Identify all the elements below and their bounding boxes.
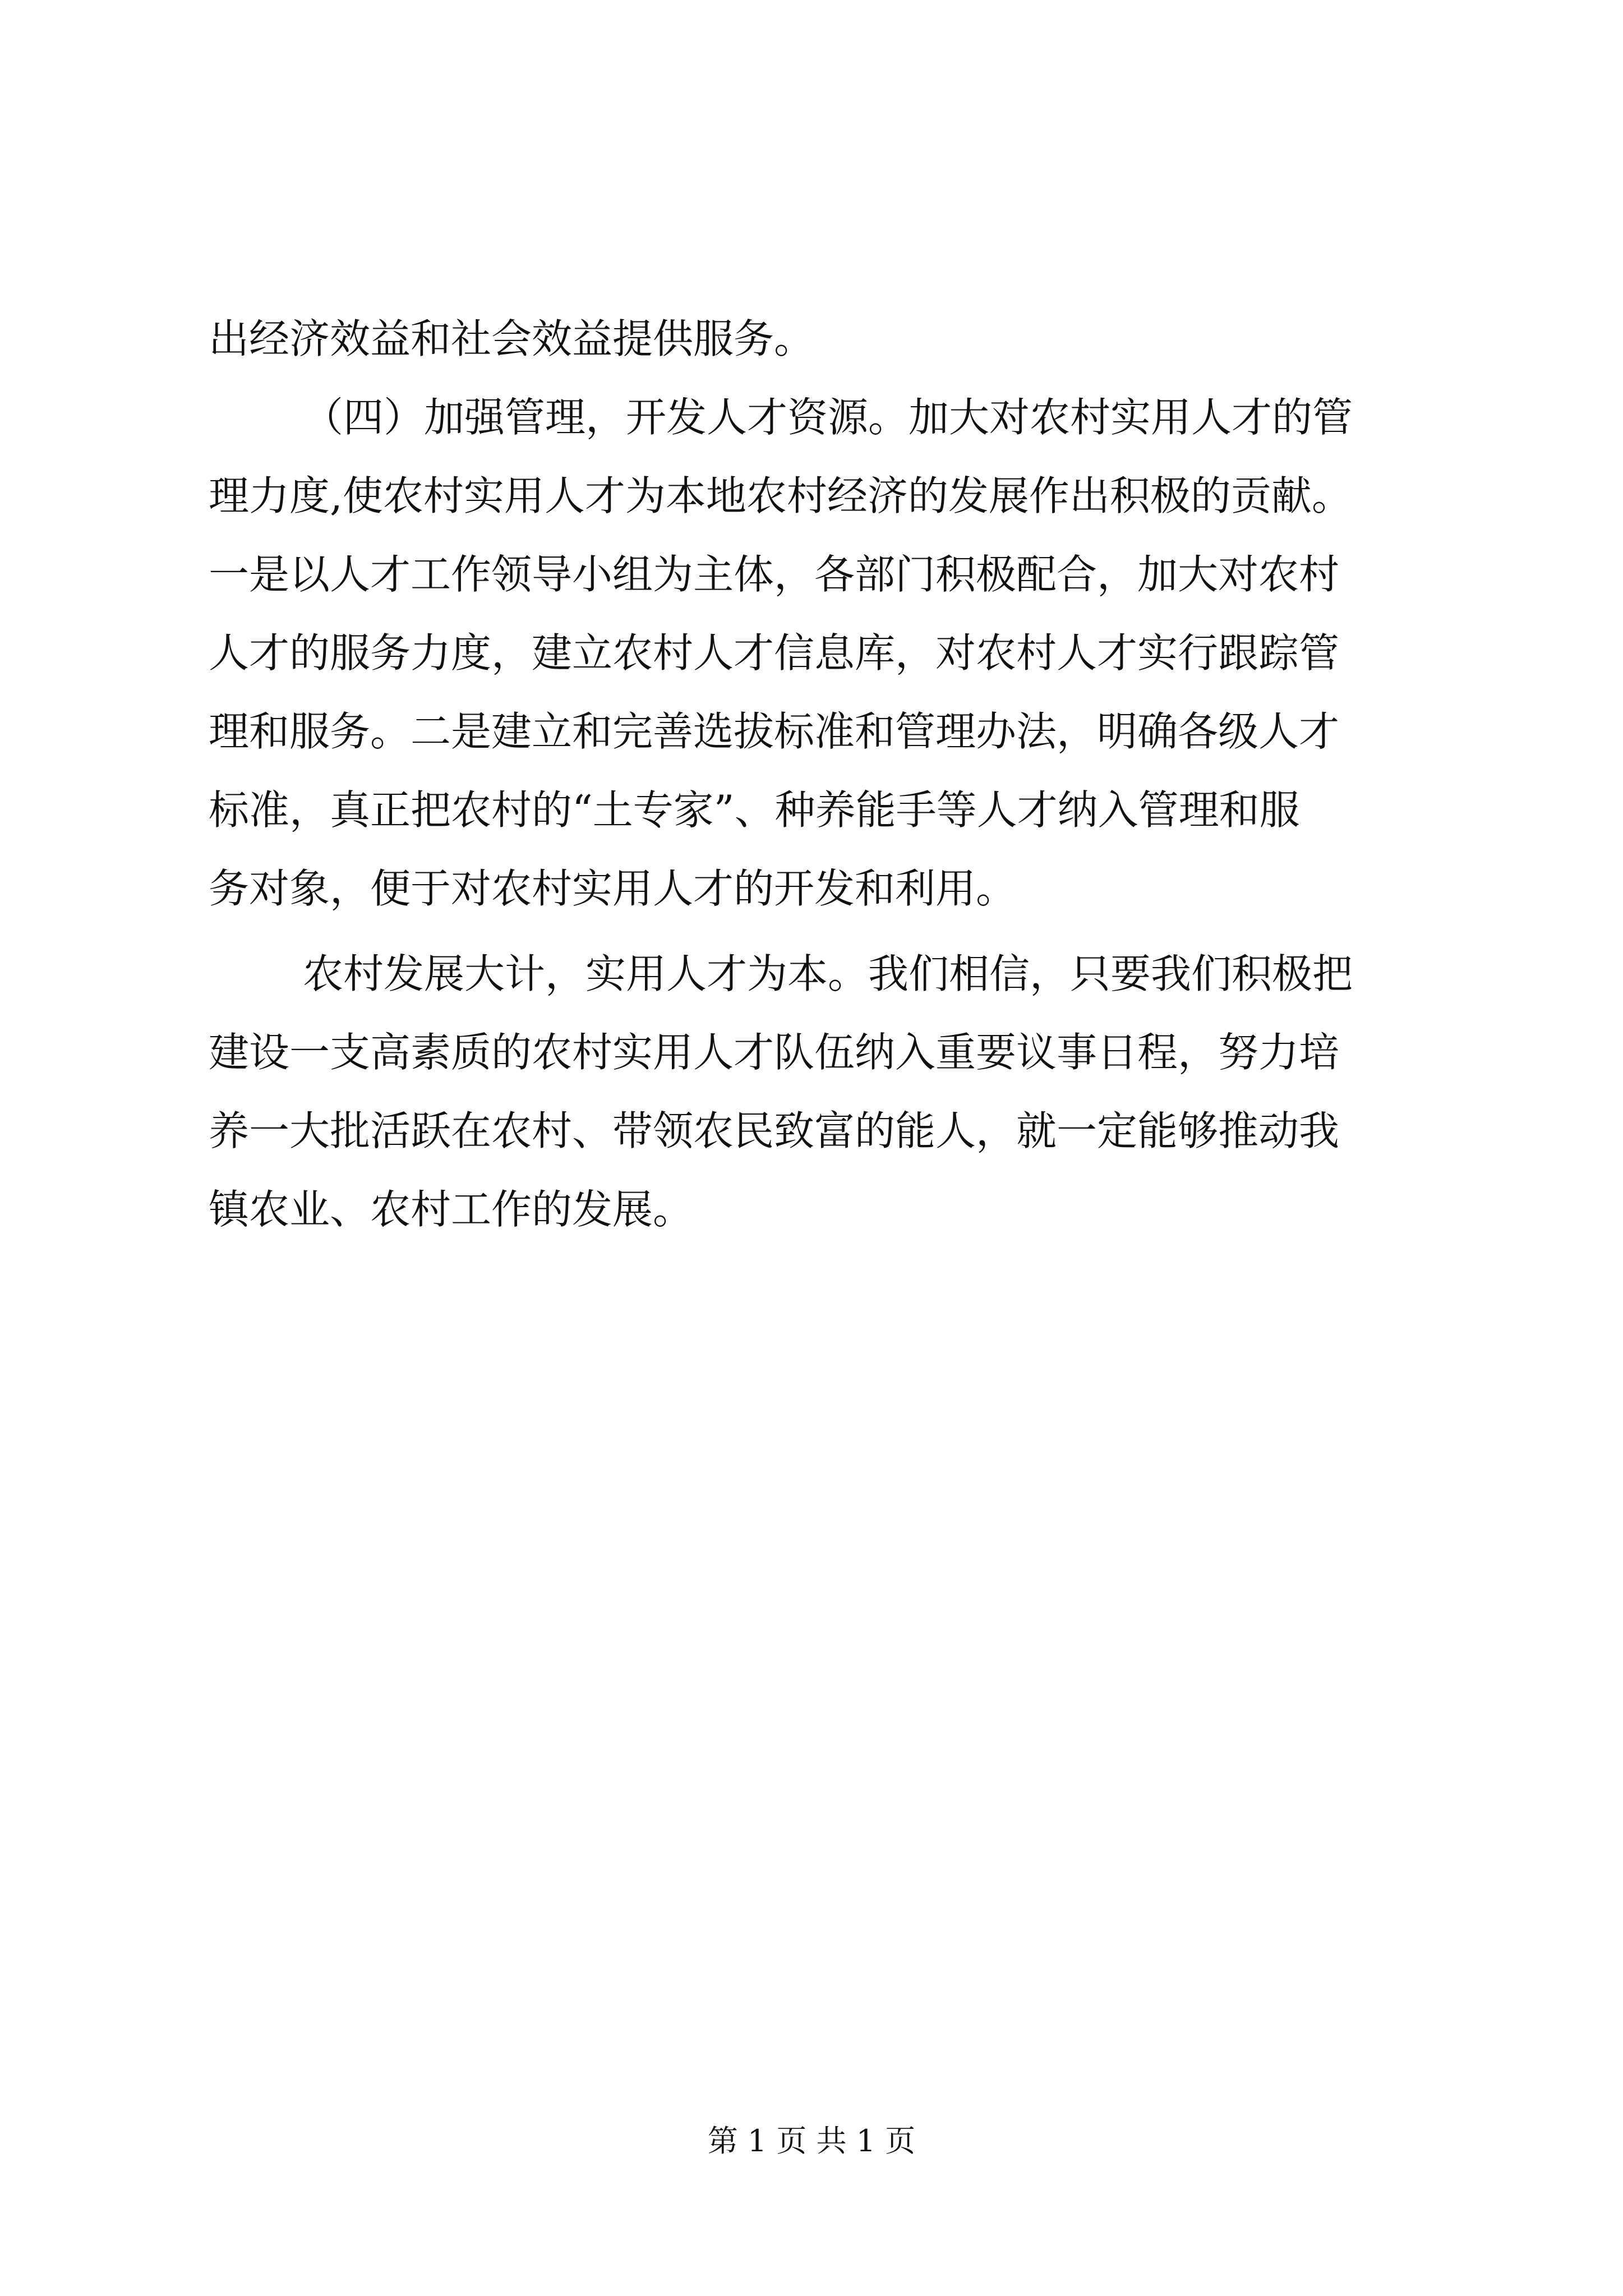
text-line-11: 养一大批活跃在农村、带领农民致富的能人，就一定能够推动我 bbox=[209, 1107, 1340, 1154]
text-line-5: 人才的服务力度，建立农村人才信息库，对农村人才实行跟踪管 bbox=[209, 629, 1340, 677]
text-line-4: 一是以人才工作领导小组为主体，各部门积极配合，加大对农村 bbox=[209, 551, 1340, 598]
text-line-3: 理力度,使农村实用人才为本地农村经济的发展作出积极的贡献。 bbox=[209, 472, 1352, 519]
text-line-8: 务对象，便于对农村实用人才的开发和利用。 bbox=[209, 865, 1017, 912]
page-footer: 第 1 页 共 1 页 bbox=[707, 2123, 916, 2159]
text-line-1: 出经济效益和社会效益提供服务。 bbox=[209, 315, 815, 362]
text-line-2: （四）加强管理，开发人才资源。加大对农村实用人才的管 bbox=[303, 394, 1353, 441]
text-line-6: 理和服务。二是建立和完善选拔标准和管理办法，明确各级人才 bbox=[209, 708, 1340, 755]
text-line-10: 建设一支高素质的农村实用人才队伍纳入重要议事日程，努力培 bbox=[209, 1029, 1340, 1076]
text-line-9: 农村发展大计，实用人才为本。我们相信，只要我们积极把 bbox=[303, 950, 1353, 997]
text-line-7: 标准，真正把农村的“土专家”、种养能手等人才纳入管理和服 bbox=[209, 786, 1300, 834]
text-line-12: 镇农业、农村工作的发展。 bbox=[209, 1186, 694, 1233]
